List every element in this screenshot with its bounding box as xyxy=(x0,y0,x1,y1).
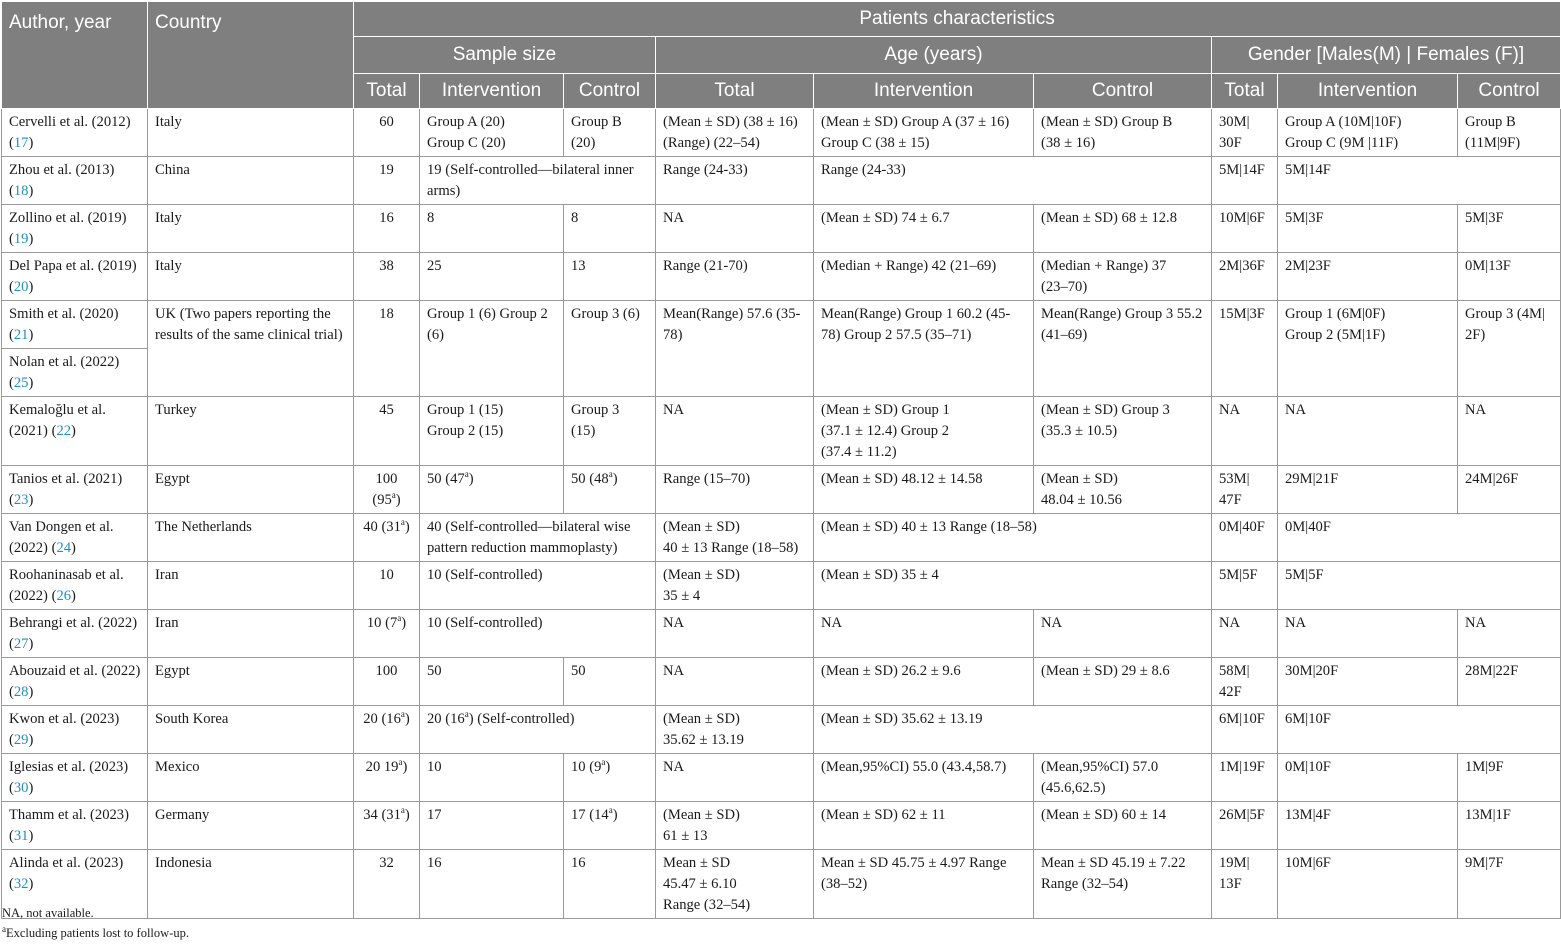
cell-sample-intervention xyxy=(420,466,564,514)
cell-sample-total: 32 xyxy=(354,850,420,919)
cell-author: Zhou et al. (2013) (18) xyxy=(2,157,148,205)
cell-sample-control xyxy=(564,754,656,802)
sample-total-followup: (95 xyxy=(372,492,392,508)
footnote-marker: a xyxy=(608,805,613,816)
cell-sample-intervention: Group 1 (6) Group 2 (6) xyxy=(420,301,564,397)
author-name: Abouzaid et al. (2022) xyxy=(9,663,141,679)
cell-sample-intervention: 19 (Self-controlled—bilateral inner arms) xyxy=(420,157,656,205)
header-patients-characteristics: Patients characteristics xyxy=(354,2,1561,37)
cell-gender-total: 6M|10F xyxy=(1212,706,1278,754)
cell-age-total: NA xyxy=(656,658,814,706)
cell-sample-control: Group 3 (15) xyxy=(564,397,656,466)
cell-sample-intervention: 17 xyxy=(420,802,564,850)
cell-age-total: NA xyxy=(656,610,814,658)
sample-ctrl-value: 17 (14 xyxy=(571,807,609,823)
reference-link[interactable]: 17 xyxy=(13,135,29,151)
cell-sample-total: 18 xyxy=(354,301,420,397)
cell-age-intervention: Range (24-33) xyxy=(814,157,1212,205)
cell-author: Van Dongen et al. (2022) (24) xyxy=(2,514,148,562)
author-name: Kemaloğlu et al. (2021) xyxy=(9,402,106,439)
cell-sample-intervention: Group A (20) Group C (20) xyxy=(420,109,564,157)
paren: ) xyxy=(402,759,408,775)
footnote-na: NA, not available. xyxy=(2,906,94,920)
cell-age-intervention: (Mean,95%CI) 55.0 (43.4,58.7) xyxy=(814,754,1034,802)
cell-gender-intervention: 0M|10F xyxy=(1278,754,1458,802)
table-row xyxy=(2,301,1561,349)
cell-gender-intervention: 29M|21F xyxy=(1278,466,1458,514)
cell-sample-total xyxy=(354,514,420,562)
cell-sample-control: 8 xyxy=(564,205,656,253)
author-name: Roohaninasab et al. (2022) xyxy=(9,567,124,604)
cell-gender-control: 24M|26F xyxy=(1458,466,1561,514)
cell-gender-total: 2M|36F xyxy=(1212,253,1278,301)
cell-age-intervention: (Median + Range) 42 (21–69) xyxy=(814,253,1034,301)
cell-country: Egypt xyxy=(148,658,354,706)
cell-country: Italy xyxy=(148,109,354,157)
cell-gender-total: 53M| 47F xyxy=(1212,466,1278,514)
sample-int-value: 50 (47 xyxy=(427,471,465,487)
cell-country: Iran xyxy=(148,562,354,610)
reference-link[interactable]: 29 xyxy=(13,732,29,748)
cell-gender-control: 9M|7F xyxy=(1458,850,1561,919)
cell-age-control: (Mean,95%CI) 57.0 (45.6,62.5) xyxy=(1034,754,1212,802)
cell-age-intervention: (Mean ± SD) Group A (37 ± 16) Group C (38 ± 15) xyxy=(814,109,1034,157)
cell-author: Zollino et al. (2019) (19) xyxy=(2,205,148,253)
cell-country: Egypt xyxy=(148,466,354,514)
reference-link[interactable]: 32 xyxy=(13,876,29,892)
cell-age-total: NA xyxy=(656,397,814,466)
cell-age-control: (Mean ± SD) 60 ± 14 xyxy=(1034,802,1212,850)
cell-gender-intervention: 5M|14F xyxy=(1278,157,1561,205)
cell-gender-control: NA xyxy=(1458,397,1561,466)
cell-author: Tanios et al. (2021) (23) xyxy=(2,466,148,514)
cell-age-intervention: (Mean ± SD) 35 ± 4 xyxy=(814,562,1212,610)
table-row xyxy=(2,706,1561,754)
reference-link[interactable]: 23 xyxy=(13,492,29,508)
author-name: Cervelli et al. (2012) xyxy=(9,114,131,130)
header-age: Age (years) xyxy=(656,37,1212,74)
cell-age-control: Mean(Range) Group 3 55.2 (41–69) xyxy=(1034,301,1212,397)
cell-sample-intervention: 25 xyxy=(420,253,564,301)
cell-country: Iran xyxy=(148,610,354,658)
cell-sample-total xyxy=(354,466,420,514)
author-name: Alinda et al. (2023) xyxy=(9,855,124,871)
cell-gender-intervention: 0M|40F xyxy=(1278,514,1561,562)
cell-age-control: (Mean ± SD) 48.04 ± 10.56 xyxy=(1034,466,1212,514)
cell-sample-intervention: 40 (Self-controlled—bilateral wise pattern reduction mammoplasty) xyxy=(420,514,656,562)
cell-sample-total: 60 xyxy=(354,109,420,157)
cell-sample-total xyxy=(354,610,420,658)
reference-link[interactable]: 30 xyxy=(13,780,29,796)
author-name: Thamm et al. (2023) xyxy=(9,807,129,823)
cell-gender-intervention: 5M|5F xyxy=(1278,562,1561,610)
cell-sample-total: 10 xyxy=(354,562,420,610)
cell-age-intervention: (Mean ± SD) 48.12 ± 14.58 xyxy=(814,466,1034,514)
cell-country: Indonesia xyxy=(148,850,354,919)
table-row xyxy=(2,109,1561,157)
cell-age-intervention: (Mean ± SD) 62 ± 11 xyxy=(814,802,1034,850)
table-row xyxy=(2,562,1561,610)
cell-age-intervention: (Mean ± SD) 35.62 ± 13.19 xyxy=(814,706,1212,754)
cell-country: Mexico xyxy=(148,754,354,802)
cell-author: Cervelli et al. (2012) (17) xyxy=(2,109,148,157)
paren: ) xyxy=(468,471,474,487)
sample-total-value: 100 xyxy=(375,471,398,487)
table-row xyxy=(2,157,1561,205)
author-name: Kwon et al. (2023) xyxy=(9,711,120,727)
author-name: Zollino et al. (2019) xyxy=(9,210,127,226)
cell-country: Turkey xyxy=(148,397,354,466)
reference-link[interactable]: 28 xyxy=(13,684,29,700)
cell-sample-total: 19 xyxy=(354,157,420,205)
footnote-marker: a xyxy=(400,805,405,816)
cell-sample-control: 50 xyxy=(564,658,656,706)
cell-gender-control: Group B (11M|9F) xyxy=(1458,109,1561,157)
cell-gender-intervention: 30M|20F xyxy=(1278,658,1458,706)
cell-gender-total: 5M|5F xyxy=(1212,562,1278,610)
table-row xyxy=(2,397,1561,466)
cell-sample-intervention xyxy=(420,706,656,754)
cell-age-control: Mean ± SD 45.19 ± 7.22 Range (32–54) xyxy=(1034,850,1212,919)
sample-int-suffix: ) (Self-controlled) xyxy=(468,711,575,727)
paren: ) xyxy=(404,711,410,727)
table-row xyxy=(2,658,1561,706)
cell-age-intervention: Mean ± SD 45.75 ± 4.97 Range (38–52) xyxy=(814,850,1034,919)
cell-author: Kwon et al. (2023) (29) xyxy=(2,706,148,754)
table-row xyxy=(2,514,1561,562)
cell-sample-control: Group B (20) xyxy=(564,109,656,157)
footnote-marker: a xyxy=(608,469,613,480)
cell-gender-total: 5M|14F xyxy=(1212,157,1278,205)
cell-age-total: Mean ± SD 45.47 ± 6.10 Range (32–54) xyxy=(656,850,814,919)
header-gender-total: Total xyxy=(1212,74,1278,109)
cell-age-intervention: NA xyxy=(814,610,1034,658)
cell-sample-intervention: 10 (Self-controlled) xyxy=(420,562,656,610)
cell-gender-intervention: NA xyxy=(1278,610,1458,658)
cell-author: Smith et al. (2020) (21) xyxy=(2,301,148,349)
cell-country: China xyxy=(148,157,354,205)
reference-link[interactable]: 18 xyxy=(13,183,29,199)
cell-age-total: (Mean ± SD) 35 ± 4 xyxy=(656,562,814,610)
cell-age-intervention: (Mean ± SD) Group 1 (37.1 ± 12.4) Group 2 (37.4 ± 11.2) xyxy=(814,397,1034,466)
table-row xyxy=(2,610,1561,658)
cell-gender-control: 0M|13F xyxy=(1458,253,1561,301)
table-row xyxy=(2,466,1561,514)
sample-ctrl-value: 50 (48 xyxy=(571,471,609,487)
reference-link[interactable]: 25 xyxy=(13,375,29,391)
footnote-marker: a xyxy=(397,613,402,624)
table-row xyxy=(2,205,1561,253)
cell-age-total: Range (24-33) xyxy=(656,157,814,205)
study-characteristics-table xyxy=(1,1,1561,919)
cell-author: Kemaloğlu et al. (2021) (22) xyxy=(2,397,148,466)
cell-gender-total: 15M|3F xyxy=(1212,301,1278,397)
footnote-marker: a xyxy=(464,709,469,720)
cell-gender-total: 30M| 30F xyxy=(1212,109,1278,157)
table-row xyxy=(2,802,1561,850)
cell-age-total: NA xyxy=(656,205,814,253)
sample-total-value: 40 (31 xyxy=(363,519,401,535)
cell-author: Abouzaid et al. (2022) (28) xyxy=(2,658,148,706)
paren: ) xyxy=(401,615,407,631)
footnote-marker: a xyxy=(2,923,6,934)
cell-author: Roohaninasab et al. (2022) (26) xyxy=(2,562,148,610)
sample-total-value: 20 (16 xyxy=(363,711,401,727)
cell-sample-intervention: 8 xyxy=(420,205,564,253)
author-name: Zhou et al. (2013) xyxy=(9,162,115,178)
sample-total-value: 10 (7 xyxy=(366,615,398,631)
cell-sample-intervention: Group 1 (15) Group 2 (15) xyxy=(420,397,564,466)
cell-sample-total: 16 xyxy=(354,205,420,253)
cell-gender-total: 1M|19F xyxy=(1212,754,1278,802)
header-sample-size: Sample size xyxy=(354,37,656,74)
sample-ctrl-value: 10 (9 xyxy=(571,759,602,775)
cell-age-total: Range (21-70) xyxy=(656,253,814,301)
cell-gender-intervention: NA xyxy=(1278,397,1458,466)
cell-sample-total xyxy=(354,706,420,754)
cell-country: Italy xyxy=(148,205,354,253)
cell-age-control: (Median + Range) 37 (23–70) xyxy=(1034,253,1212,301)
sample-total-value: 34 (31 xyxy=(363,807,401,823)
paren: ) xyxy=(612,471,618,487)
table-row xyxy=(2,850,1561,919)
reference-link[interactable]: 20 xyxy=(13,279,29,295)
cell-sample-total xyxy=(354,754,420,802)
cell-age-total: (Mean ± SD) (38 ± 16) (Range) (22–54) xyxy=(656,109,814,157)
table-body xyxy=(2,109,1561,919)
cell-age-total: (Mean ± SD) 61 ± 13 xyxy=(656,802,814,850)
cell-age-intervention: Mean(Range) Group 1 60.2 (45-78) Group 2 57.5 (35–71) xyxy=(814,301,1034,397)
reference-link[interactable]: 19 xyxy=(13,231,29,247)
cell-country: UK (Two papers reporting the results of the same clinical trial) xyxy=(148,301,354,397)
cell-country: The Netherlands xyxy=(148,514,354,562)
paren: ) xyxy=(404,807,410,823)
cell-gender-total: 58M| 42F xyxy=(1212,658,1278,706)
cell-author: Alinda et al. (2023) (32) xyxy=(2,850,148,919)
footnote-marker: a xyxy=(391,490,396,501)
header-sample-control: Control xyxy=(564,74,656,109)
table-row xyxy=(2,253,1561,301)
cell-gender-intervention: 13M|4F xyxy=(1278,802,1458,850)
cell-sample-control: Group 3 (6) xyxy=(564,301,656,397)
cell-gender-control: Group 3 (4M| 2F) xyxy=(1458,301,1561,397)
cell-sample-control xyxy=(564,802,656,850)
cell-sample-control xyxy=(564,466,656,514)
cell-sample-total: 45 xyxy=(354,397,420,466)
author-name: Smith et al. (2020) xyxy=(9,306,119,322)
cell-gender-control: 5M|3F xyxy=(1458,205,1561,253)
cell-age-control: (Mean ± SD) 29 ± 8.6 xyxy=(1034,658,1212,706)
reference-link[interactable]: 24 xyxy=(56,540,72,556)
cell-country: South Korea xyxy=(148,706,354,754)
cell-gender-control: 13M|1F xyxy=(1458,802,1561,850)
footnote-marker: a xyxy=(464,469,469,480)
cell-gender-intervention: 10M|6F xyxy=(1278,850,1458,919)
cell-sample-intervention: 10 (Self-controlled) xyxy=(420,610,656,658)
sample-int-value: 20 (16 xyxy=(427,711,465,727)
cell-age-total: Range (15–70) xyxy=(656,466,814,514)
cell-gender-total: NA xyxy=(1212,397,1278,466)
cell-age-intervention: (Mean ± SD) 40 ± 13 Range (18–58) xyxy=(814,514,1212,562)
footnote-marker: a xyxy=(400,709,405,720)
cell-sample-intervention: 10 xyxy=(420,754,564,802)
cell-author: Del Papa et al. (2019) (20) xyxy=(2,253,148,301)
header-sample-total: Total xyxy=(354,74,420,109)
header-author-year: Author, year xyxy=(2,2,148,109)
cell-gender-total: 10M|6F xyxy=(1212,205,1278,253)
header-age-control: Control xyxy=(1034,74,1212,109)
cell-gender-intervention: Group A (10M|10F) Group C (9M |11F) xyxy=(1278,109,1458,157)
author-name: Nolan et al. (2022) xyxy=(9,354,120,370)
cell-sample-total: 38 xyxy=(354,253,420,301)
header-age-intervention: Intervention xyxy=(814,74,1034,109)
cell-country: Germany xyxy=(148,802,354,850)
header-sample-intervention: Intervention xyxy=(420,74,564,109)
sample-total-value: 20 19 xyxy=(365,759,399,775)
reference-link[interactable]: 31 xyxy=(13,828,29,844)
table-header xyxy=(2,2,1561,109)
cell-age-total: NA xyxy=(656,754,814,802)
cell-age-control: (Mean ± SD) Group B (38 ± 16) xyxy=(1034,109,1212,157)
cell-country: Italy xyxy=(148,253,354,301)
header-gender-intervention: Intervention xyxy=(1278,74,1458,109)
cell-age-control: (Mean ± SD) Group 3 (35.3 ± 10.5) xyxy=(1034,397,1212,466)
cell-author: Thamm et al. (2023) (31) xyxy=(2,802,148,850)
cell-age-total: (Mean ± SD) 40 ± 13 Range (18–58) xyxy=(656,514,814,562)
cell-age-intervention: (Mean ± SD) 74 ± 6.7 xyxy=(814,205,1034,253)
cell-author: Behrangi et al. (2022) (27) xyxy=(2,610,148,658)
paren: ) xyxy=(605,759,611,775)
footnote-excluded xyxy=(2,923,189,941)
author-name: Del Papa et al. (2019) xyxy=(9,258,137,274)
reference-link[interactable]: 26 xyxy=(56,588,72,604)
header-age-total: Total xyxy=(656,74,814,109)
cell-gender-intervention: Group 1 (6M|0F) Group 2 (5M|1F) xyxy=(1278,301,1458,397)
header-gender: Gender [Males(M) | Females (F)] xyxy=(1212,37,1561,74)
cell-age-total: Mean(Range) 57.6 (35-78) xyxy=(656,301,814,397)
cell-sample-intervention: 50 xyxy=(420,658,564,706)
header-country: Country xyxy=(148,2,354,109)
cell-gender-total: NA xyxy=(1212,610,1278,658)
author-name: Iglesias et al. (2023) xyxy=(9,759,129,775)
cell-age-control: NA xyxy=(1034,610,1212,658)
header-gender-control: Control xyxy=(1458,74,1561,109)
author-name: Van Dongen et al. (2022) xyxy=(9,519,114,556)
author-name: Behrangi et al. (2022) xyxy=(9,615,138,631)
cell-gender-control: NA xyxy=(1458,610,1561,658)
footnote-marker: a xyxy=(398,757,403,768)
paren: ) xyxy=(395,492,401,508)
cell-gender-control: 1M|9F xyxy=(1458,754,1561,802)
cell-gender-total: 26M|5F xyxy=(1212,802,1278,850)
cell-age-intervention: (Mean ± SD) 26.2 ± 9.6 xyxy=(814,658,1034,706)
cell-gender-total: 19M| 13F xyxy=(1212,850,1278,919)
paren: ) xyxy=(612,807,618,823)
cell-gender-total: 0M|40F xyxy=(1212,514,1278,562)
reference-link[interactable]: 22 xyxy=(56,423,72,439)
paren: ) xyxy=(404,519,410,535)
author-name: Tanios et al. (2021) xyxy=(9,471,123,487)
cell-age-total: (Mean ± SD) 35.62 ± 13.19 xyxy=(656,706,814,754)
reference-link[interactable]: 21 xyxy=(13,327,29,343)
cell-gender-intervention: 6M|10F xyxy=(1278,706,1561,754)
cell-gender-control: 28M|22F xyxy=(1458,658,1561,706)
cell-sample-control: 16 xyxy=(564,850,656,919)
cell-author: Nolan et al. (2022) (25) xyxy=(2,349,148,397)
footnote-marker: a xyxy=(601,757,606,768)
reference-link[interactable]: 27 xyxy=(13,636,29,652)
cell-gender-intervention: 2M|23F xyxy=(1278,253,1458,301)
cell-sample-total: 100 xyxy=(354,658,420,706)
cell-author: Iglesias et al. (2023) (30) xyxy=(2,754,148,802)
table-row xyxy=(2,754,1561,802)
cell-sample-intervention: 16 xyxy=(420,850,564,919)
cell-gender-intervention: 5M|3F xyxy=(1278,205,1458,253)
cell-sample-control: 13 xyxy=(564,253,656,301)
cell-age-control: (Mean ± SD) 68 ± 12.8 xyxy=(1034,205,1212,253)
footnote-marker: a xyxy=(400,517,405,528)
footnote-excluded-text: Excluding patients lost to follow-up. xyxy=(6,926,189,940)
cell-sample-total xyxy=(354,802,420,850)
